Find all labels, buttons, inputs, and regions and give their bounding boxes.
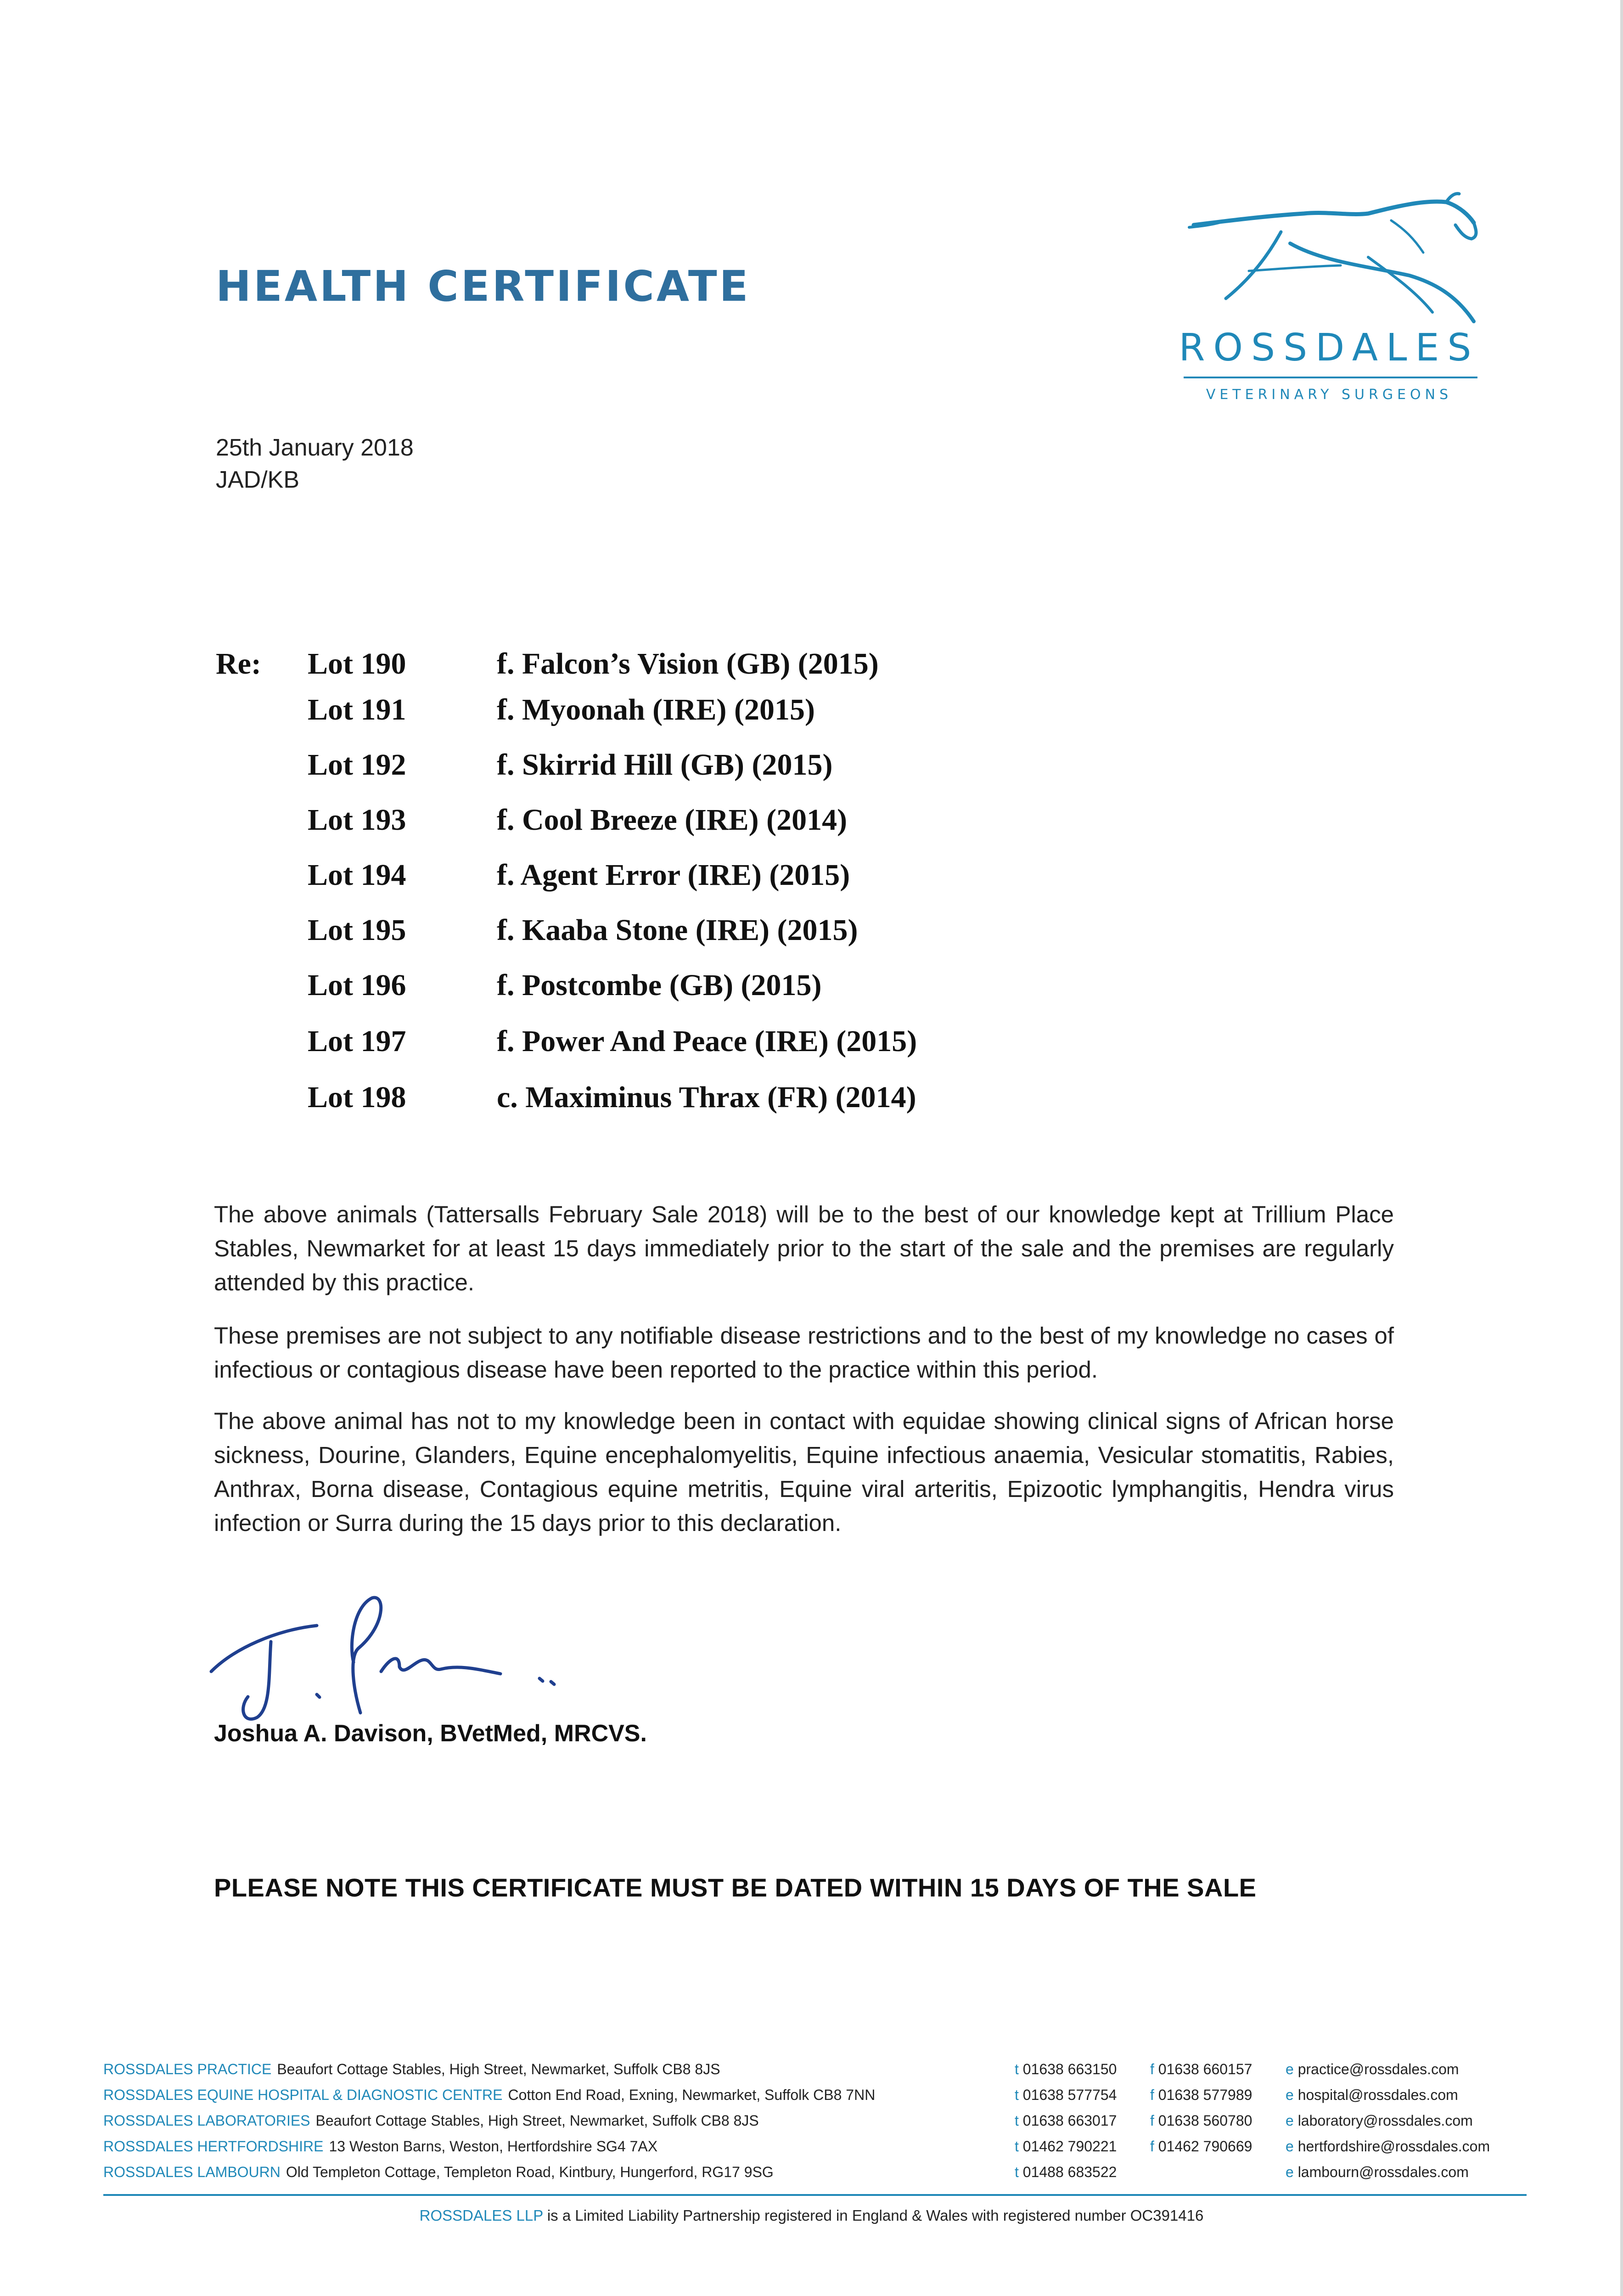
- office-address: Old Templeton Cottage, Templeton Road, Kintbury, Hungerford, RG17 9SG: [286, 2164, 774, 2180]
- lot-row: [216, 1080, 1226, 1121]
- lot-number: Lot 192: [308, 748, 406, 782]
- lot-number: Lot 194: [308, 858, 406, 892]
- signatory-name: Joshua A. Davison, BVetMed, MRCVS.: [214, 1720, 647, 1747]
- lot-row: [216, 913, 1226, 954]
- lot-row: [216, 1024, 1226, 1065]
- office-fax: 01638 660157: [1158, 2061, 1252, 2077]
- office-name: ROSSDALES LAMBOURN: [103, 2164, 281, 2180]
- lot-number: Lot 190: [308, 647, 406, 681]
- horse-name: f. Postcombe (GB) (2015): [497, 968, 822, 1002]
- lot-row: [216, 647, 1226, 688]
- logo-tagline: VETERINARY SURGEONS: [1206, 387, 1453, 403]
- office-fax: 01638 560780: [1158, 2112, 1252, 2129]
- logo-brand: ROSSDALES: [1179, 326, 1480, 370]
- footer-divider: [103, 2194, 1527, 2196]
- email-prefix: e: [1286, 2061, 1294, 2077]
- office-tel: 01638 663150: [1022, 2061, 1117, 2077]
- lot-number: Lot 193: [308, 803, 406, 837]
- office-email[interactable]: hertfordshire@rossdales.com: [1297, 2138, 1490, 2155]
- lot-row: [216, 748, 1226, 789]
- email-prefix: e: [1286, 2138, 1294, 2155]
- office-tel: 01638 663017: [1022, 2112, 1117, 2129]
- tel-prefix: t: [1015, 2112, 1019, 2129]
- lot-row: [216, 803, 1226, 844]
- body-paragraph: These premises are not subject to any notifiable disease restrictions and to the best of my knowledge no cases of infectious or contagious disease have been reported to the practice within this period.: [214, 1322, 1394, 1383]
- re-label: Re:: [216, 647, 261, 681]
- logo-divider: [1184, 377, 1477, 378]
- email-prefix: e: [1286, 2112, 1294, 2129]
- horse-name: c. Maximinus Thrax (FR) (2014): [497, 1080, 916, 1114]
- dating-notice: PLEASE NOTE THIS CERTIFICATE MUST BE DATED WITHIN 15 DAYS OF THE SALE: [214, 1873, 1257, 1902]
- office-email[interactable]: hospital@rossdales.com: [1297, 2087, 1458, 2103]
- email-prefix: e: [1286, 2087, 1294, 2103]
- body-paragraph: The above animals (Tattersalls February Sale 2018) will be to the best of our knowledge kept at Trillium Place Stables, Newmarket for at least 15 days immediately prior to the start of the sale and the premises are regularly attended by this practice.: [214, 1201, 1394, 1295]
- letter-meta: [216, 432, 414, 496]
- office-row: [103, 2061, 1527, 2087]
- office-row: [103, 2112, 1527, 2138]
- horse-name: f. Skirrid Hill (GB) (2015): [497, 748, 833, 782]
- horse-name: f. Agent Error (IRE) (2015): [497, 858, 850, 892]
- office-row: [103, 2087, 1527, 2112]
- office-address: Cotton End Road, Exning, Newmarket, Suffolk CB8 7NN: [508, 2087, 876, 2103]
- lot-number: Lot 196: [308, 968, 406, 1002]
- office-row: [103, 2138, 1527, 2164]
- lot-number: Lot 198: [308, 1080, 406, 1114]
- office-tel: 01462 790221: [1022, 2138, 1117, 2155]
- horse-name: f. Cool Breeze (IRE) (2014): [497, 803, 848, 837]
- tel-prefix: t: [1015, 2164, 1019, 2180]
- llp-name: ROSSDALES LLP: [419, 2207, 543, 2224]
- tel-prefix: t: [1015, 2061, 1019, 2077]
- lot-number: Lot 191: [308, 693, 406, 726]
- tel-prefix: t: [1015, 2087, 1019, 2103]
- lot-row: [216, 858, 1226, 899]
- horse-name: f. Myoonah (IRE) (2015): [497, 693, 815, 726]
- letter-reference: JAD/KB: [216, 467, 300, 493]
- office-email[interactable]: practice@rossdales.com: [1297, 2061, 1459, 2077]
- fax-prefix: f: [1150, 2087, 1154, 2103]
- page-title: HEALTH CERTIFICATE: [216, 262, 751, 311]
- office-address: Beaufort Cottage Stables, High Street, Newmarket, Suffolk CB8 8JS: [277, 2061, 720, 2077]
- horse-logo-icon: [1175, 188, 1488, 326]
- horse-name: f. Power And Peace (IRE) (2015): [497, 1024, 917, 1058]
- office-fax: 01638 577989: [1158, 2087, 1252, 2103]
- rossdales-logo: [1175, 188, 1488, 409]
- lot-number: Lot 197: [308, 1024, 406, 1058]
- office-row: [103, 2164, 1527, 2189]
- page-edge: [1620, 0, 1623, 2296]
- office-address: 13 Weston Barns, Weston, Hertfordshire SG4 7AX: [329, 2138, 658, 2155]
- horse-name: f. Kaaba Stone (IRE) (2015): [497, 913, 858, 947]
- office-name: ROSSDALES HERTFORDSHIRE: [103, 2138, 324, 2155]
- tel-prefix: t: [1015, 2138, 1019, 2155]
- office-name: ROSSDALES PRACTICE: [103, 2061, 272, 2077]
- office-address: Beaufort Cottage Stables, High Street, Newmarket, Suffolk CB8 8JS: [315, 2112, 759, 2129]
- office-name: ROSSDALES EQUINE HOSPITAL & DIAGNOSTIC CENTRE: [103, 2087, 503, 2103]
- letter-date: 25th January 2018: [216, 434, 414, 461]
- fax-prefix: f: [1150, 2138, 1154, 2155]
- office-tel: 01488 683522: [1022, 2164, 1117, 2180]
- fax-prefix: f: [1150, 2112, 1154, 2129]
- llp-text: is a Limited Liability Partnership registered in England & Wales with registered number OC391416: [547, 2207, 1204, 2224]
- office-tel: 01638 577754: [1022, 2087, 1117, 2103]
- office-fax: 01462 790669: [1158, 2138, 1252, 2155]
- body-paragraph: The above animal has not to my knowledge been in contact with equidae showing clinical signs of African horse sickness, Dourine, Glanders, Equine encephalomyelitis, Equine infectious anaemia, Vesicular stomatitis, Rabies, Anthrax, Borna disease, Contagious equine metritis, Equine viral arteritis, Epizootic lymphangitis, Hendra virus infection or Surra during the 15 days prior to this declaration.: [214, 1408, 1394, 1536]
- lot-row: [216, 692, 1226, 734]
- office-name: ROSSDALES LABORATORIES: [103, 2112, 310, 2129]
- fax-prefix: f: [1150, 2061, 1154, 2077]
- lot-number: Lot 195: [308, 913, 406, 947]
- llp-statement: [0, 2207, 1623, 2224]
- email-prefix: e: [1286, 2164, 1294, 2180]
- lot-row: [216, 968, 1226, 1009]
- office-email[interactable]: laboratory@rossdales.com: [1297, 2112, 1473, 2129]
- office-email[interactable]: lambourn@rossdales.com: [1297, 2164, 1469, 2180]
- horse-name: f. Falcon’s Vision (GB) (2015): [497, 647, 879, 681]
